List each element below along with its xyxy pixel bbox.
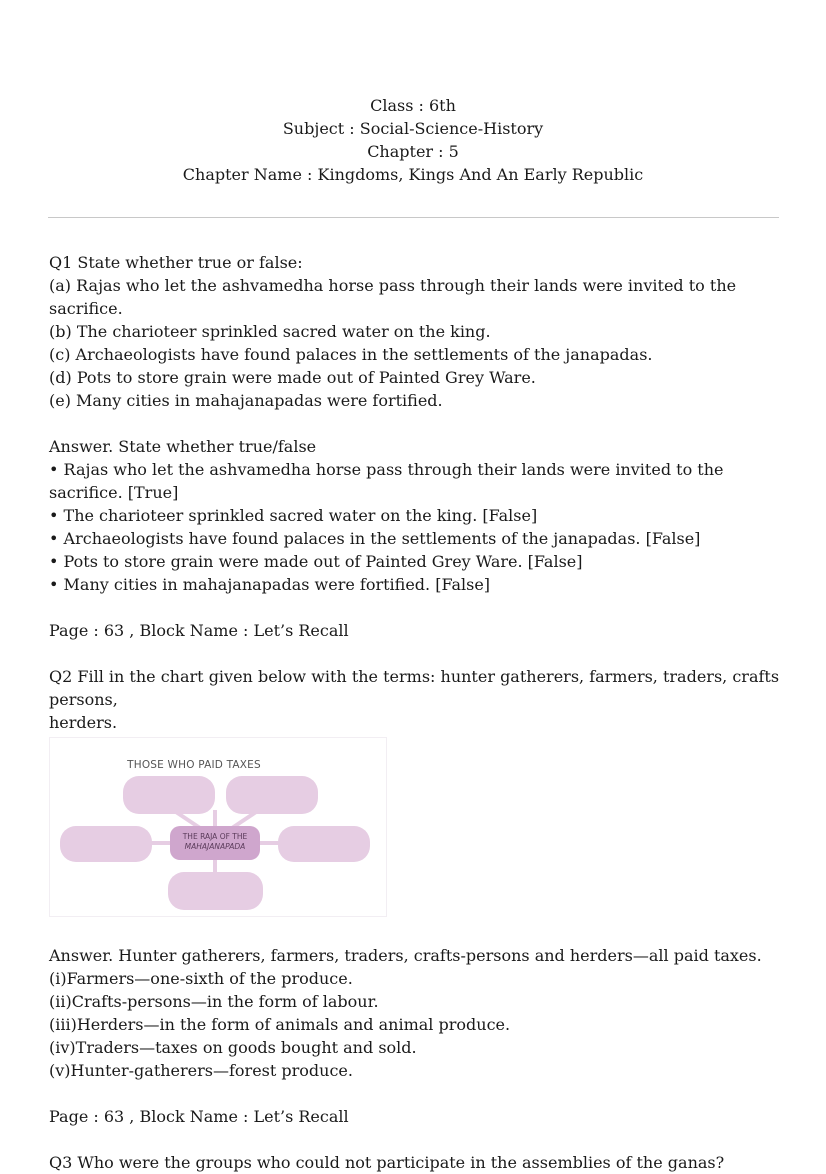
q1-option: (c) Archaeologists have found palaces in the settlements of the janapadas. (49, 345, 653, 364)
diagram-center-node (170, 826, 260, 860)
q2-question-line: Q2 Fill in the chart given below with the terms: hunter gatherers, farmers, traders, crafts persons, (49, 667, 780, 709)
q2-answer: (iv)Traders—taxes on goods bought and sold. (49, 1038, 417, 1057)
q1-option: (e) Many cities in mahajanapadas were fortified. (49, 391, 443, 410)
q3-question: Q3 Who were the groups who could not participate in the assemblies of the ganas? (49, 1153, 725, 1172)
diagram-box-left (60, 826, 152, 862)
q1-answer: • Many cities in mahajanapadas were fortified. [False] (49, 575, 491, 594)
document-header (0, 94, 826, 186)
q2-answer: (i)Farmers—one-sixth of the produce. (49, 969, 353, 988)
q1-answer: • Archaeologists have found palaces in the settlements of the janapadas. [False] (49, 529, 701, 548)
class-line: Class : 6th (370, 96, 456, 115)
taxes-diagram (49, 737, 387, 917)
spacer (49, 412, 789, 435)
center-label-line1: THE RAJA OF THE (182, 832, 248, 841)
q2-page-ref: Page : 63 , Block Name : Let’s Recall (49, 1107, 349, 1126)
diagram-box-bottom (168, 872, 263, 910)
q1-answer: • Rajas who let the ashvamedha horse pass through their lands were invited to the sacrifice. [True] (49, 460, 724, 502)
subject-line: Subject : Social-Science-History (282, 119, 544, 138)
q2-answer: (iii)Herders—in the form of animals and animal produce. (49, 1015, 511, 1034)
spacer (49, 1128, 789, 1151)
spacer (49, 642, 789, 665)
center-label-line2: MAHAJANAPADA (184, 842, 246, 851)
spacer (49, 1082, 789, 1105)
q1-option: (b) The charioteer sprinkled sacred water on the king. (49, 322, 491, 341)
diagram-box-top-right (226, 776, 318, 814)
document-body (49, 251, 789, 1174)
q1-option: (a) Rajas who let the ashvamedha horse pass through their lands were invited to the sacrifice. (49, 276, 737, 318)
chapter-name-line: Chapter Name : Kingdoms, Kings And An Early Republic (182, 165, 644, 184)
q2-answer-intro: Answer. Hunter gatherers, farmers, traders, crafts-persons and herders—all paid taxes. (49, 946, 762, 965)
q1-answer-intro: Answer. State whether true/false (49, 437, 317, 456)
chapter-line: Chapter : 5 (367, 142, 459, 161)
spacer (49, 596, 789, 619)
q2-question-line: herders. (49, 713, 118, 732)
q1-answer: • The charioteer sprinkled sacred water on the king. [False] (49, 506, 538, 525)
q1-answer: • Pots to store grain were made out of Painted Grey Ware. [False] (49, 552, 583, 571)
q1-page-ref: Page : 63 , Block Name : Let’s Recall (49, 621, 349, 640)
diagram-title: THOSE WHO PAID TAXES (127, 759, 261, 771)
q1-question: Q1 State whether true or false: (49, 253, 303, 272)
q1-option: (d) Pots to store grain were made out of Painted Grey Ware. (49, 368, 536, 387)
q2-answer: (ii)Crafts-persons—in the form of labour. (49, 992, 379, 1011)
header-divider (48, 217, 779, 218)
diagram-box-right (278, 826, 370, 862)
q2-answer: (v)Hunter-gatherers—forest produce. (49, 1061, 353, 1080)
diagram-box-top-left (123, 776, 215, 814)
